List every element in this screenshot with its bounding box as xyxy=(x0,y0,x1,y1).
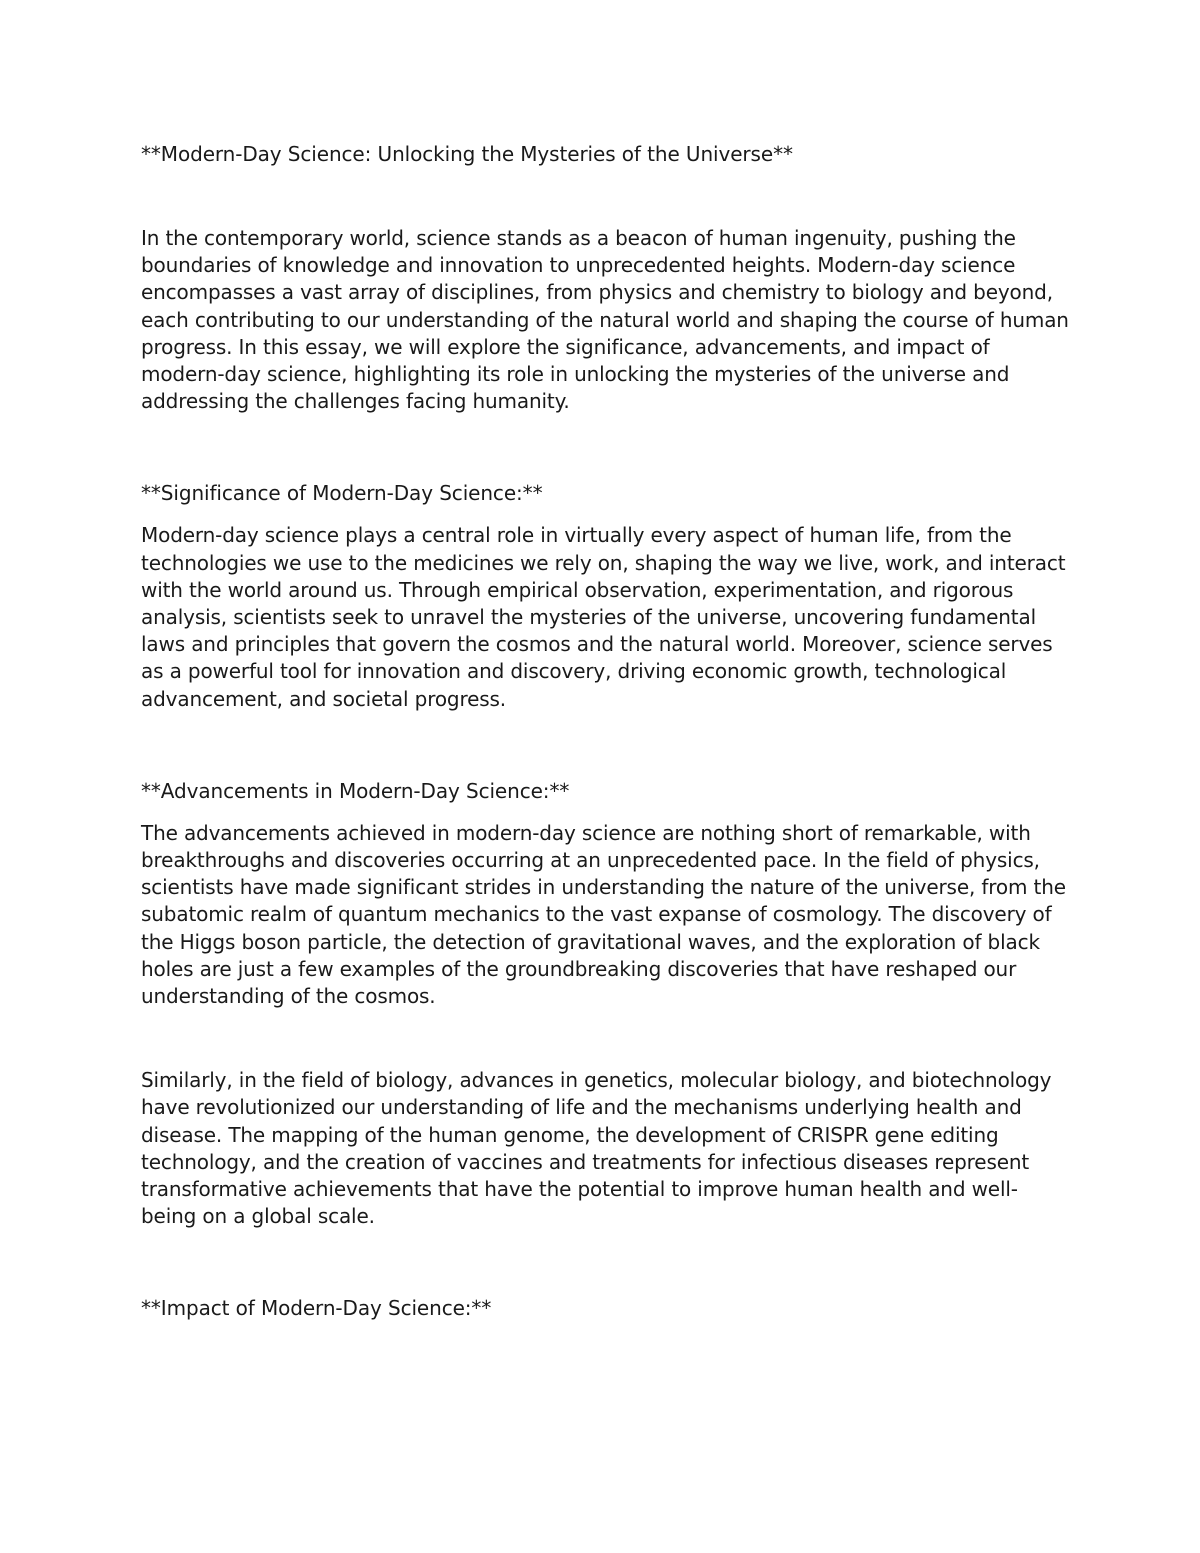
advancements-paragraph-physics: The advancements achieved in modern-day science are nothing short of remarkable, with breakthroughs and discoveries occurring at an unprecedented pace. In the field of physics, scientists have made significant strides in understanding the nature of the universe, from the subatomic realm of quantum mechanics to the vast expanse of cosmology. The discovery of the Higgs boson particle, the detection of gravitational waves, and the exploration of black holes are just a few examples of the groundbreaking discoveries that have reshaped our understanding of the cosmos. xyxy=(141,820,1066,1009)
significance-paragraph: Modern-day science plays a central role in virtually every aspect of human life, from the technologies we use to the medicines we rely on, shaping the way we live, work, and interact with the world around us. Through empirical observation, experimentation, and rigorous analysis, scientists seek to unravel the mysteries of the universe, uncovering fundamental laws and principles that govern the cosmos and the natural world. Moreover, science serves as a powerful tool for innovation and discovery, driving economic growth, technological advancement, and societal progress. xyxy=(141,523,1066,711)
document-page xyxy=(141,140,1071,1322)
section-heading-significance: **Significance of Modern-Day Science:** xyxy=(141,481,543,506)
section-heading-advancements: **Advancements in Modern-Day Science:** xyxy=(141,778,570,803)
document-title: **Modern-Day Science: Unlocking the Mysteries of the Universe** xyxy=(141,142,793,166)
intro-paragraph: In the contemporary world, science stands as a beacon of human ingenuity, pushing the boundaries of knowledge and innovation to unprecedented heights. Modern-day science encompasses a vast array of disciplines, from physics and chemistry to biology and beyond, each contributing to our understanding of the natural world and shaping the course of human progress. In this essay, we will explore the significance, advancements, and impact of modern-day science, highlighting its role in unlocking the mysteries of the universe and addressing the challenges facing humanity. xyxy=(141,226,1069,414)
advancements-paragraph-biology: Similarly, in the field of biology, advances in genetics, molecular biology, and biotechnology have revolutionized our understanding of life and the mechanisms underlying health and disease. The mapping of the human genome, the development of CRISPR gene editing technology, and the creation of vaccines and treatments for infectious diseases represent transformative achievements that have the potential to improve human health and well-being on a global scale. xyxy=(141,1068,1052,1229)
section-heading-impact: **Impact of Modern-Day Science:** xyxy=(141,1296,492,1321)
